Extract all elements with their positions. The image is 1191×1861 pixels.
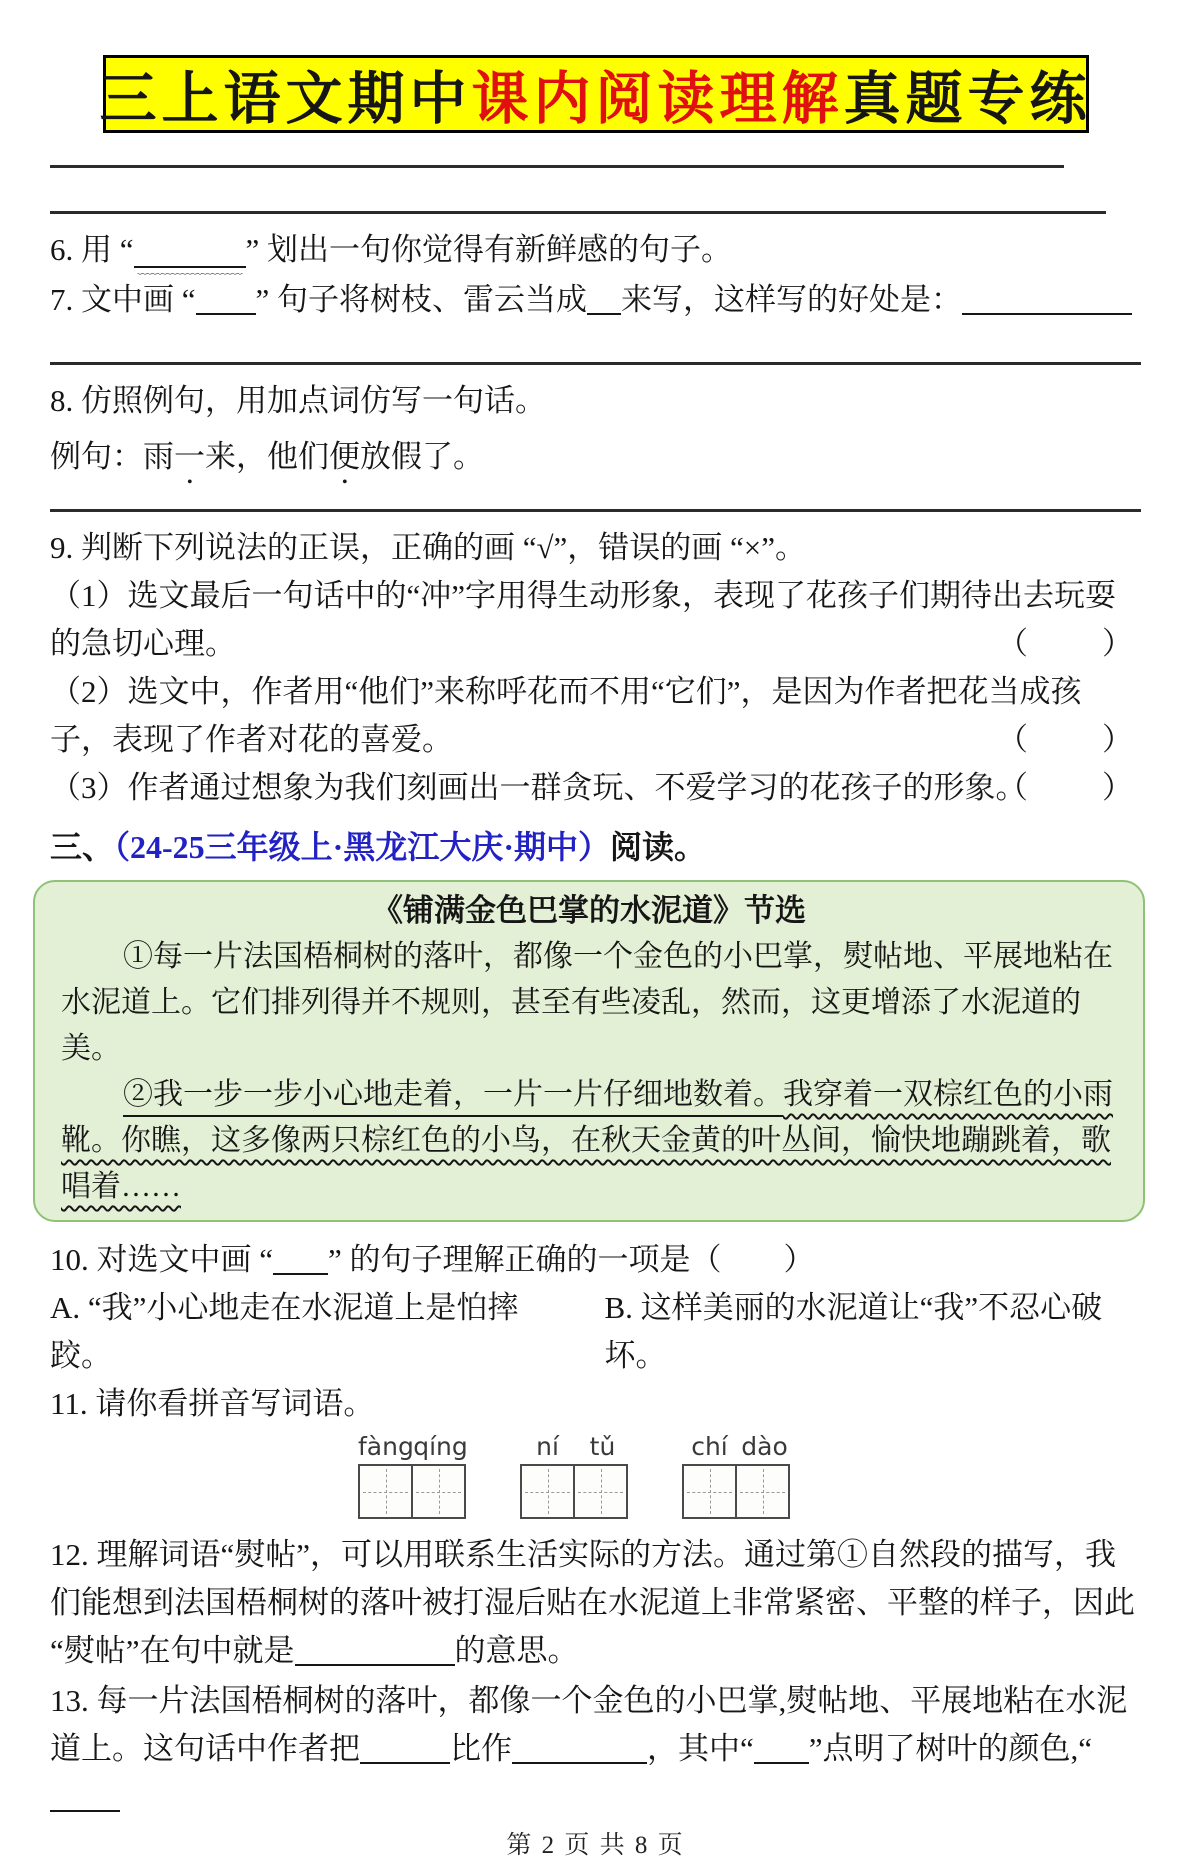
item-text: （3）作者通过想象为我们刻画出一群贪玩、不爱学习的花孩子的形象。 [50, 770, 1027, 805]
tianzige-cell[interactable] [682, 1464, 737, 1519]
divider-line [50, 362, 1141, 365]
question-9 [50, 524, 1141, 572]
pinyin-label [520, 1432, 630, 1462]
pinyin-syllable: qíng [413, 1432, 468, 1461]
example-text: 例句：雨 [50, 439, 174, 474]
blank-line[interactable] [360, 1736, 450, 1764]
answer-bracket[interactable]: （ ） [997, 770, 1137, 805]
answer-line [50, 211, 1106, 214]
answer-bracket[interactable]: （ ） [997, 626, 1137, 661]
tianzige-cell[interactable] [573, 1464, 628, 1519]
blank-line-wavy[interactable] [134, 236, 246, 277]
tianzige-cell[interactable] [358, 1464, 413, 1519]
pinyin-group-1 [358, 1432, 468, 1519]
reading-passage-box [33, 880, 1145, 1222]
option-a[interactable]: A. “我”小心地走在水泥道上是怕摔跤。 [50, 1290, 519, 1373]
writing-grid [520, 1464, 630, 1519]
section-number: 三、 [50, 829, 115, 865]
question-7-text: 来写，这样写的好处是： [621, 282, 963, 317]
page-number-footer: 第 2 页 共 8 页 [506, 1832, 685, 1859]
writing-grid [358, 1464, 468, 1519]
tianzige-cell[interactable] [520, 1464, 575, 1519]
example-text: 来，他们 [205, 439, 329, 474]
question-7 [50, 276, 1141, 324]
question-13 [50, 1677, 1141, 1821]
blank-line[interactable] [587, 287, 621, 315]
question-6 [50, 226, 1141, 277]
divider-line [50, 509, 1141, 512]
question-12 [50, 1531, 1141, 1675]
section-3-heading [50, 822, 1141, 872]
pinyin-syllable: tǔ [589, 1432, 616, 1461]
question-9-item-1 [50, 572, 1141, 668]
question-10-options [50, 1284, 1141, 1380]
blank-line[interactable] [754, 1736, 809, 1764]
pinyin-writing-section [50, 1432, 1141, 1519]
emphasized-char: 便 [329, 439, 360, 474]
passage-paragraph-2 [61, 1072, 1117, 1210]
question-9-text: 9. 判断下列说法的正误，正确的画 “√”，错误的画 “×”。 [50, 530, 807, 565]
question-12-text: 的意思。 [454, 1633, 579, 1668]
pinyin-syllable: chí [691, 1432, 728, 1461]
pinyin-label [358, 1432, 468, 1462]
question-8 [50, 377, 1141, 425]
question-7-text: 7. 文中画 “ [50, 282, 196, 317]
option-b[interactable]: B. 这样美丽的水泥道让“我”不忍心破坏。 [604, 1290, 1103, 1373]
question-12-text: 12. 理解词语“熨帖”，可以用联系生活实际的方法。通过第①自然段的描写，我们能想到法国梧桐树的落叶被打湿后贴在水泥道上非常紧密、平整的样子，因此“熨帖”在句中就是 [50, 1537, 1135, 1668]
blank-line[interactable] [962, 287, 1132, 315]
writing-grid [682, 1464, 792, 1519]
question-11-text: 11. 请你看拼音写词语。 [50, 1386, 375, 1421]
blank-line[interactable] [512, 1736, 647, 1764]
question-13-text: 13. 每一片法国梧桐树的落叶，都像一个金色的小巴掌,熨帖地、平展地粘在水泥道上。这句话中作者把 [50, 1683, 1128, 1766]
underlined-sentence-solid: ②我一步一步小心地走着，一片一片仔细地数着。 [123, 1078, 783, 1111]
pinyin-group-2 [520, 1432, 630, 1519]
pinyin-syllable: fàng [358, 1432, 414, 1461]
question-13-text: ，其中“ [647, 1731, 754, 1766]
answer-line [50, 165, 1064, 168]
question-10 [50, 1236, 1141, 1284]
blank-line[interactable] [273, 1247, 328, 1275]
question-10-text: ” 的句子理解正确的一项是（ ） [328, 1242, 815, 1277]
title-part-red: 课内阅读理解 [471, 68, 844, 131]
emphasized-char: 一 [174, 439, 205, 474]
tianzige-cell[interactable] [735, 1464, 790, 1519]
question-9-item-2 [50, 668, 1141, 764]
underlined-sentence-wavy: 我穿着一双棕红色的小雨靴。你瞧，这多像两只棕红色的小鸟，在秋天金黄的叶丛间，愉快地蹦跳着，歌唱着…… [61, 1078, 1113, 1203]
blank-line[interactable] [295, 1638, 455, 1666]
section-source: （24-25三年级上·黑龙江大庆·期中） [114, 829, 611, 865]
question-8-text: 8. 仿照例句，用加点词仿写一句话。 [50, 383, 546, 418]
question-6-text: 6. 用 “ [50, 232, 134, 267]
pinyin-syllable: ní [536, 1432, 559, 1461]
question-6-text: ” 划出一句你觉得有新鲜感的句子。 [245, 232, 733, 267]
blank-line[interactable] [196, 287, 256, 315]
question-8-example [50, 433, 1141, 491]
tianzige-cell[interactable] [411, 1464, 466, 1519]
worksheet-page [0, 55, 1191, 1859]
item-text: （1）选文最后一句话中的“冲”字用得生动形象，表现了花孩子们期待出去玩耍的急切心理。 [50, 578, 1117, 661]
question-13-text: ”点明了树叶的颜色,“ [808, 1731, 1093, 1766]
blank-line[interactable] [50, 1784, 120, 1812]
pinyin-syllable: dào [741, 1432, 788, 1461]
title-part-black-1: 三上语文期中 [99, 68, 472, 131]
question-13-text: 比作 [450, 1731, 512, 1766]
title-part-black-2: 真题专练 [843, 68, 1092, 131]
question-11 [50, 1380, 1141, 1428]
question-9-item-3 [50, 764, 1141, 812]
example-text: 放假了。 [360, 439, 484, 474]
question-7-text: ” 句子将树枝、雷云当成 [255, 282, 588, 317]
section-tail: 阅读。 [610, 829, 707, 865]
passage-paragraph-1: ①每一片法国梧桐树的落叶，都像一个金色的小巴掌，熨帖地、平展地粘在水泥道上。它们排列得并不规则，甚至有些凌乱，然而，这更增添了水泥道的美。 [61, 940, 1113, 1065]
pinyin-group-3 [682, 1432, 792, 1519]
wavy-line-mark: ﹏﹏﹏﹏﹏﹏﹏ [137, 261, 243, 277]
item-text: （2）选文中，作者用“他们”来称呼花而不用“它们”，是因为作者把花当成孩子，表现了作者对花的喜爱。 [50, 674, 1082, 757]
page-title-banner [99, 55, 1092, 133]
pinyin-label [682, 1432, 792, 1462]
passage-title: 《铺满金色巴掌的水泥道》节选 [372, 893, 806, 928]
answer-bracket[interactable]: （ ） [997, 722, 1137, 757]
question-10-text: 10. 对选文中画 “ [50, 1242, 274, 1277]
